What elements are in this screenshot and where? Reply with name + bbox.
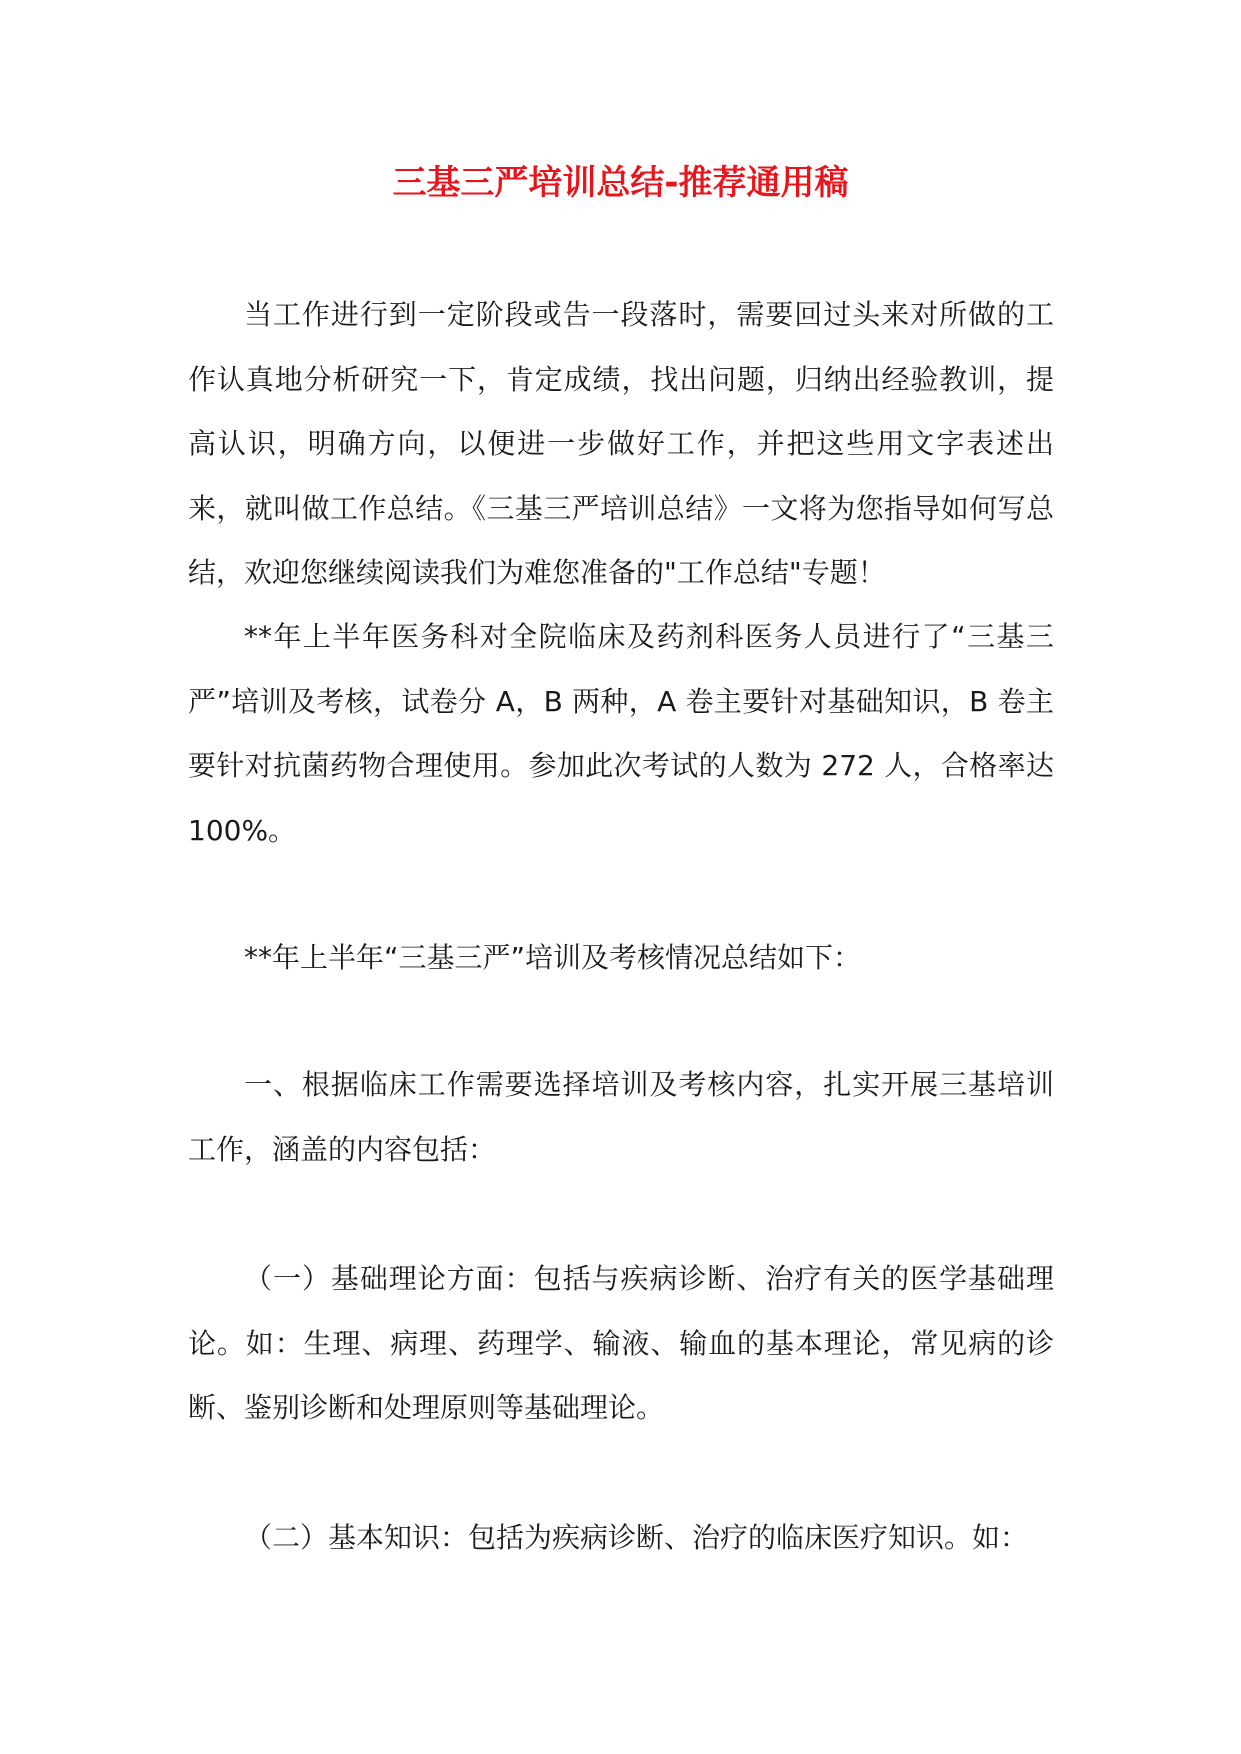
paragraph-basic-knowledge: （二）基本知识：包括为疾病诊断、治疗的临床医疗知识。如： bbox=[244, 1521, 1029, 1554]
document-title: 三基三严培训总结-推荐通用稿 bbox=[392, 163, 849, 203]
paragraph-training-overview: **年上半年医务科对全院临床及药剂科医务人员进行了“三基三严”培训及考核，试卷分 A，B 两种，A 卷主要针对基础知识，B 卷主要针对抗菌药物合理使用。参加此次考试的人数为 272 人，合格率达 100%。 bbox=[188, 620, 1054, 847]
paragraph-intro: 当工作进行到一定阶段或告一段落时，需要回过头来对所做的工作认真地分析研究一下，肯定成绩，找出问题，归纳出经验教训，提高认识，明确方向，以便进一步做好工作，并把这些用文字表述出来，就叫做工作总结。《三基三严培训总结》一文将为您指导如何写总结，欢迎您继续阅读我们为难您准备的"工作总结"专题！ bbox=[188, 298, 1054, 589]
paragraph-basic-theory: （一）基础理论方面：包括与疾病诊断、治疗有关的医学基础理论。如：生理、病理、药理学、输液、输血的基本理论，常见病的诊断、鉴别诊断和处理原则等基础理论。 bbox=[188, 1262, 1054, 1424]
paragraph-section-one: 一、根据临床工作需要选择培训及考核内容，扎实开展三基培训工作，涵盖的内容包括： bbox=[188, 1068, 1054, 1166]
paragraph-summary-lead: **年上半年“三基三严”培训及考核情况总结如下： bbox=[244, 941, 862, 974]
